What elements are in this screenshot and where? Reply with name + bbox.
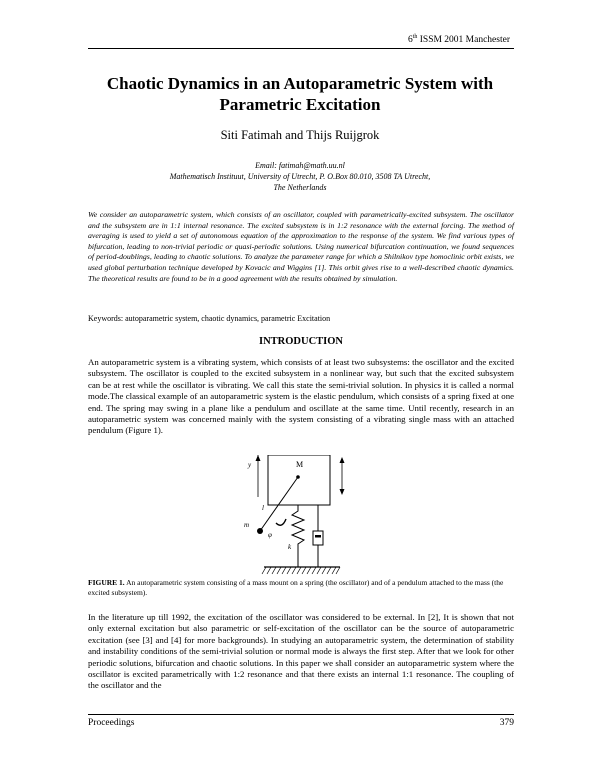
section-title-introduction: INTRODUCTION bbox=[258, 336, 343, 347]
header-ordinal: 6 bbox=[407, 35, 413, 46]
ground-hatching bbox=[262, 567, 340, 574]
mass-label: M bbox=[296, 460, 304, 469]
figure-caption bbox=[88, 578, 514, 598]
header-rule bbox=[88, 48, 514, 49]
caption-label: FIGURE 1. bbox=[88, 578, 125, 587]
affiliation bbox=[60, 160, 540, 193]
pendulum-rod bbox=[260, 477, 298, 531]
pendulum-mass-label: m bbox=[244, 521, 250, 529]
length-label: l bbox=[262, 504, 264, 512]
damper-cylinder bbox=[313, 531, 323, 545]
figure-autoparametric-system bbox=[230, 455, 370, 585]
damper-piston bbox=[315, 535, 321, 538]
second-paragraph: In the literature up till 1992, the excitation of the oscillator was considered to be external. In [2], It is shown that not only external excitation but also parametric or self-excitation of the oscillator can be the source of autoparametric excitation (see [3] and [4] for more backgrounds). In studying an autoparametric system, the determination of stability and instability conditions of the semi-trivial solution or normal mode is always the first step. After that we look for other periodic solutions, bifurcation and chaotic solutions. In this paper we shall consider an autoparametric system where the oscillator is excited parametrically with 1:2 resonance and that there exists an internal 1:1 resonance. The coupling of the oscillator and the bbox=[88, 612, 514, 691]
excitation-arrow-head-top bbox=[340, 457, 345, 463]
spring bbox=[292, 505, 304, 567]
pendulum-pivot bbox=[296, 475, 300, 479]
angle-label: φ bbox=[268, 531, 272, 539]
abstract: We consider an autoparametric system, which consists of an oscillator, coupled with parametrically-excited subsystem. The oscillator and the subsystem are in 1:1 internal resonance. The excited subsystem is in 1:2 resonance with the external forcing. The method of averaging is used to yield a set of autonomous equation of the approximation to the response of the system. We find various types of bifurcation, leading to non-trivial periodic or quasi-periodic solutions. Using numerical bifurcation continuation, we found sequences of period-doublings, leading to chaotic solutions. To analyze the parameter range for which a Shilnikov type homoclinic orbit exists, we used global perturbation technique developed by Kovacic and Wiggins [1]. This orbit gives rise to a well-described chaotic dynamics. The theoretical results are found to be in a good agreement with the results obtained by simulation. bbox=[88, 210, 514, 283]
angle-arc bbox=[276, 519, 286, 525]
paper-title bbox=[60, 73, 540, 115]
authors: Siti Fatimah and Thijs Ruijgrok bbox=[220, 128, 380, 142]
header-conference: ISSM 2001 Manchester bbox=[417, 35, 510, 46]
y-arrow-head bbox=[256, 455, 261, 461]
title-line-1: Chaotic Dynamics in an Autoparametric System with bbox=[106, 74, 494, 93]
pendulum-mass bbox=[257, 528, 263, 534]
spring-label: k bbox=[288, 543, 292, 551]
y-label: y bbox=[248, 461, 252, 469]
keywords: Keywords: autoparametric system, chaotic dynamics, parametric Excitation bbox=[88, 314, 331, 323]
footer-rule bbox=[88, 714, 514, 715]
header-ordinal-sup: th bbox=[412, 34, 418, 40]
running-header bbox=[408, 34, 510, 45]
author-email: Email: fatimah@math.uu.nl bbox=[255, 161, 345, 170]
page-number: 379 bbox=[499, 718, 514, 728]
title-line-2: Parametric Excitation bbox=[219, 95, 381, 114]
country: The Netherlands bbox=[273, 183, 327, 192]
caption-text: An autoparametric system consisting of a mass mount on a spring (the oscillator) and of a pendulum attached to the mass (the excited subsystem). bbox=[88, 578, 504, 597]
institute-address: Mathematisch Instituut, University of Utrecht, P. O.Box 80.010, 3508 TA Utrecht, bbox=[169, 172, 431, 181]
footer-proceedings: Proceedings bbox=[88, 718, 135, 728]
intro-paragraph: An autoparametric system is a vibrating system, which consists of at least two subsystems: the oscillator and the excited subsystem. The oscillator is coupled to the excited subsystem in a nonlinear way, but such that the excited subsystem can be at rest while the oscillator is vibrating. We call this state the semi-trivial solution. In physics it is called a normal mode.The classical example of an autoparametric system is the elastic pendulum, which consists of a spring fixed at one end. The spring may swing in a plane like a pendulum and oscillate at the same time. Until recently, research in an autoparametric system was concerned mainly with the system consisting of a vibrating single mass with an attached pendulum (Figure 1). bbox=[88, 357, 514, 436]
excitation-arrow-head-bottom bbox=[340, 489, 345, 495]
